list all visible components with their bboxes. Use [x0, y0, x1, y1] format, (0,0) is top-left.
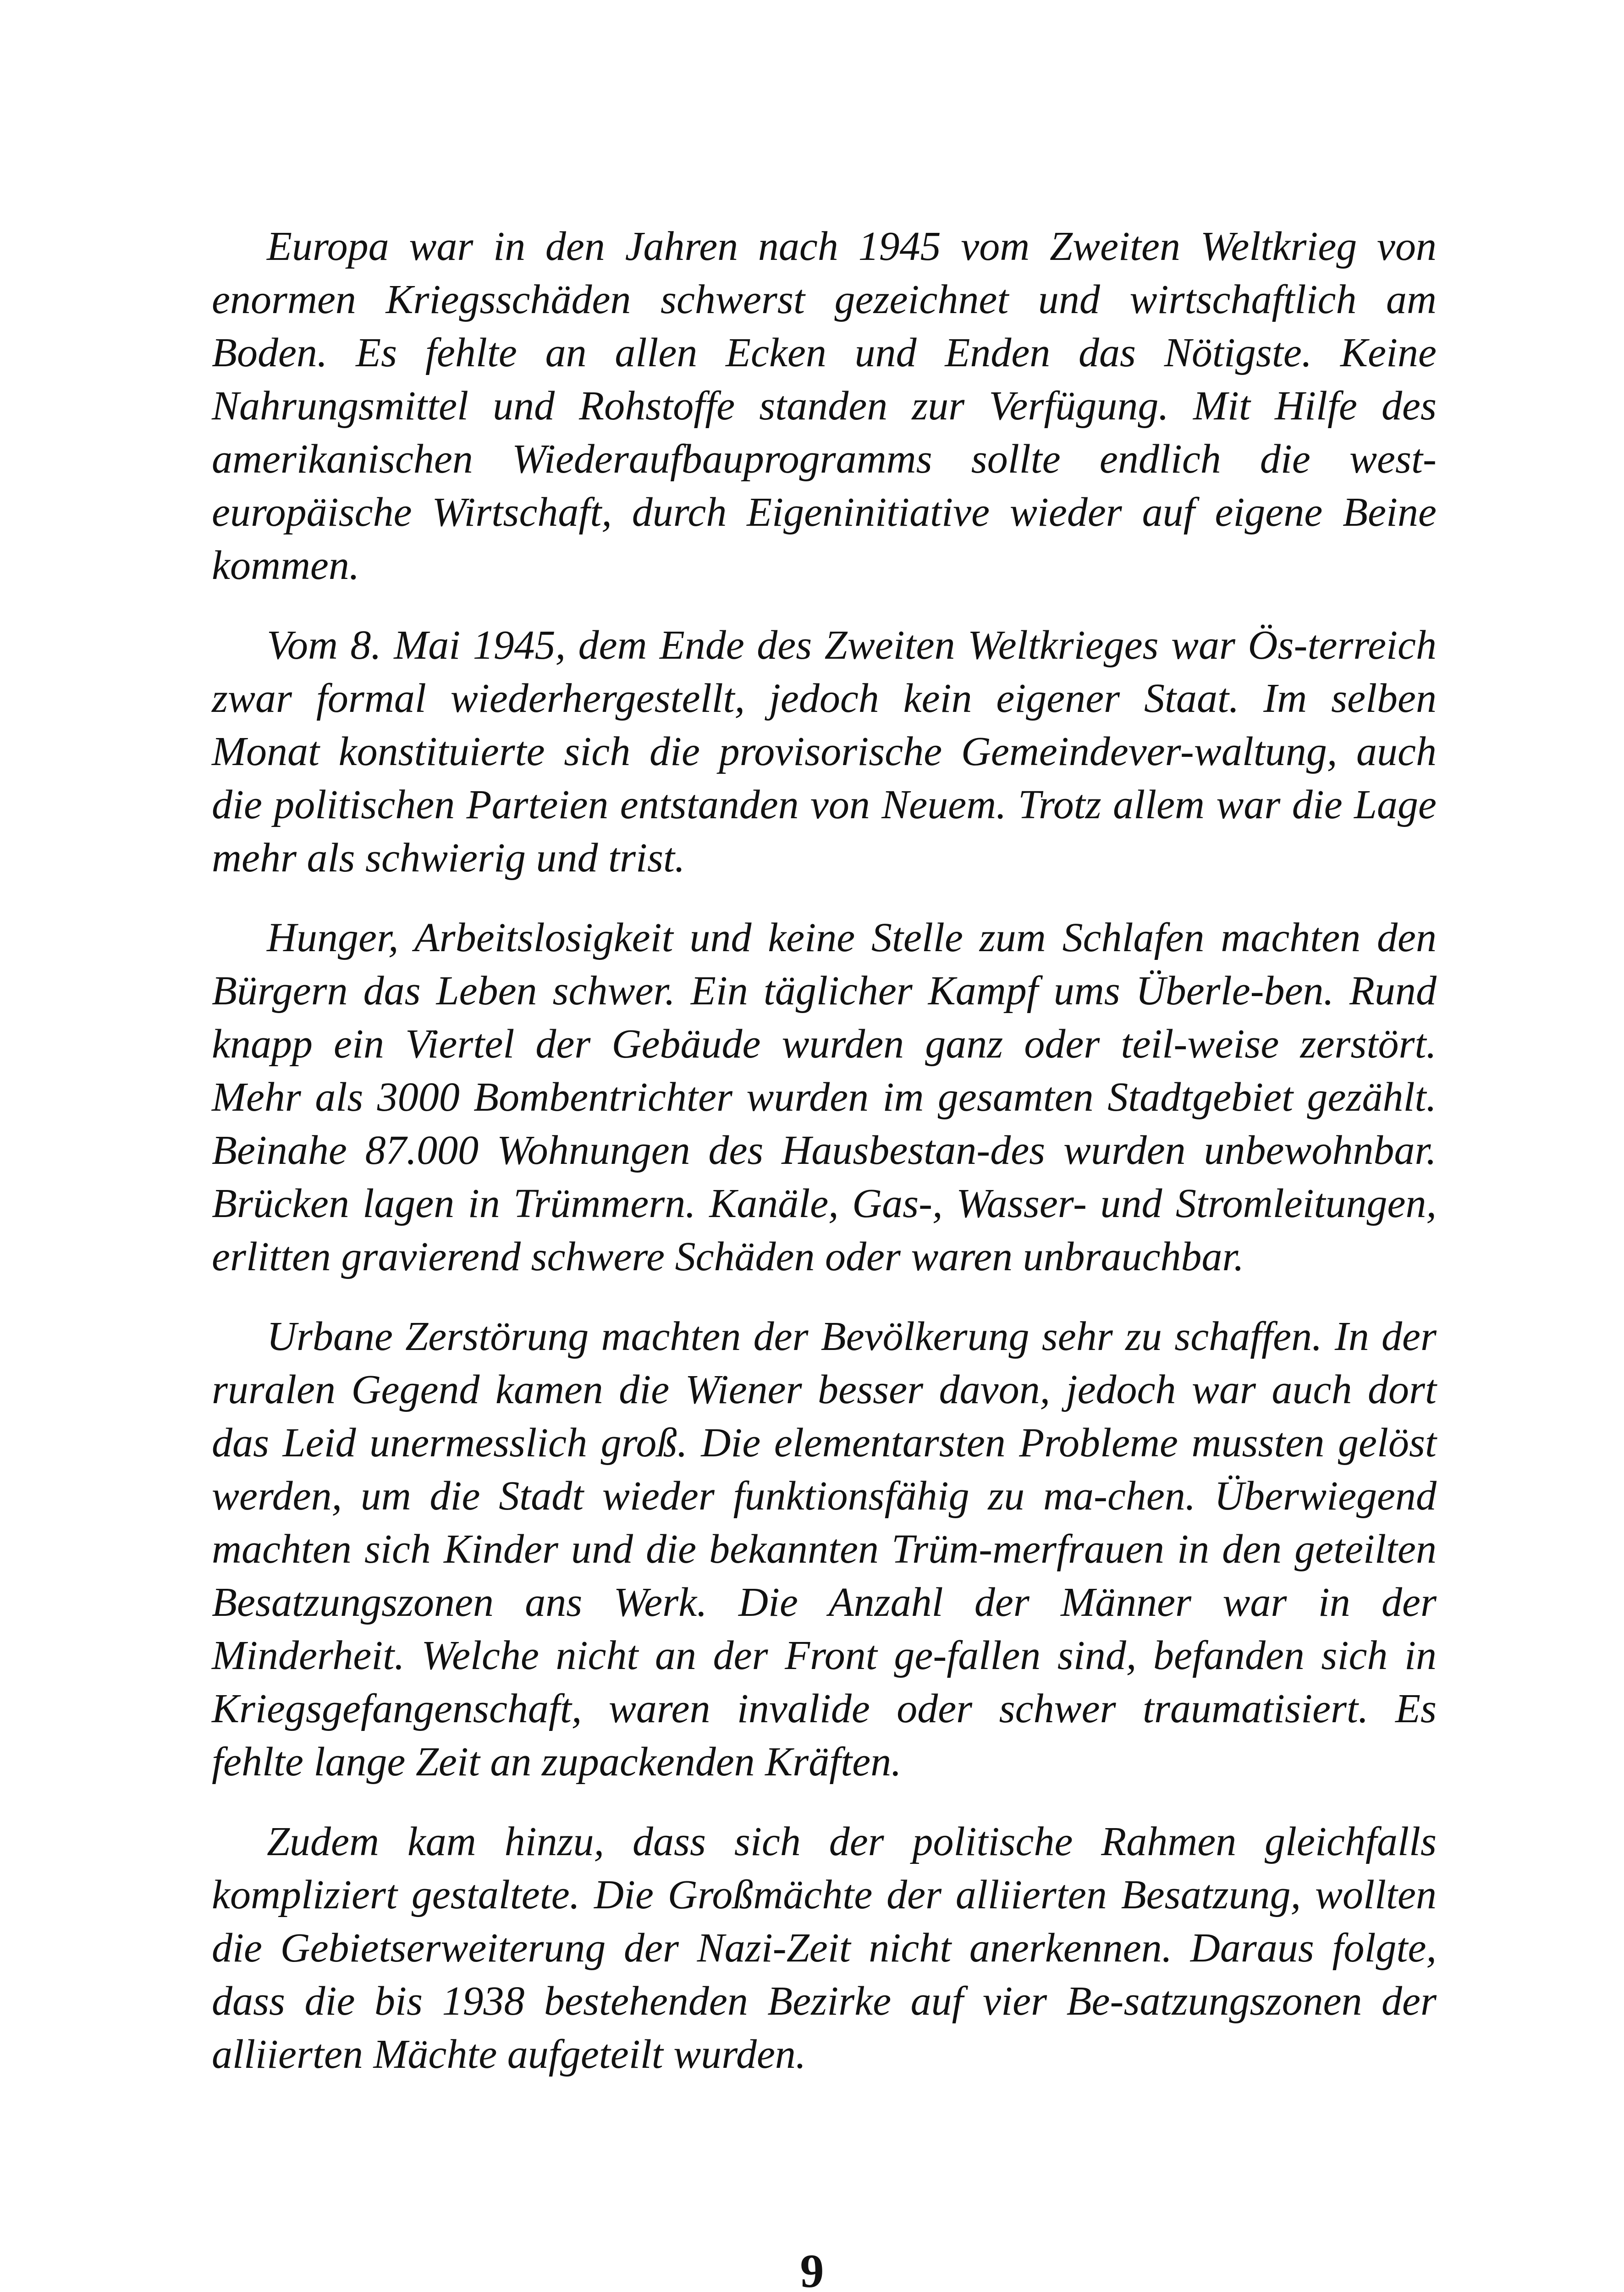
- page-number: 9: [800, 2245, 824, 2292]
- paragraph-5: Zudem kam hinzu, dass sich der politische Rahmen gleichfalls kompliziert gestaltete. Die Großmächte der alliierten Besatzung, wollten die Gebietserweiterung der Nazi-Zeit nicht anerkennen. Daraus folgte, dass die bis 1938 bestehenden Bezirke auf vier Be-satzungszonen der alliierten Mächte aufgeteilt wurden.: [212, 1819, 1437, 2077]
- paragraph-2: Vom 8. Mai 1945, dem Ende des Zweiten Weltkrieges war Ös-terreich zwar formal wiederhergestellt, jedoch kein eigener Staat. Im selben Monat konstituierte sich die provisorische Gemeindever-waltung, auch die politischen Parteien entstanden von Neuem. Trotz allem war die Lage mehr als schwierig und trist.: [212, 623, 1437, 881]
- paragraph-4: Urbane Zerstörung machten der Bevölkerung sehr zu schaffen. In der ruralen Gegend kamen die Wiener besser davon, jedoch war auch dort das Leid unermesslich groß. Die elementarsten Probleme mussten gelöst werden, um die Stadt wieder funktionsfähig zu ma-chen. Überwiegend machten sich Kinder und die bekannten Trüm-merfrauen in den geteilten Besatzungszonen ans Werk. Die Anzahl der Männer war in der Minderheit. Welche nicht an der Front ge-fallen sind, befanden sich in Kriegsgefangenschaft, waren invalide oder schwer traumatisiert. Es fehlte lange Zeit an zupackenden Kräften.: [212, 1314, 1437, 1785]
- paragraph-1: Europa war in den Jahren nach 1945 vom Zweiten Weltkrieg von enormen Kriegsschäden schwerst gezeichnet und wirtschaftlich am Boden. Es fehlte an allen Ecken und Enden das Nötigste. Keine Nahrungsmittel und Rohstoffe standen zur Verfügung. Mit Hilfe des amerikanischen Wiederaufbauprogramms sollte endlich die west-europäische Wirtschaft, durch Eigeninitiative wieder auf eigene Beine kommen.: [212, 224, 1437, 588]
- body-text: [212, 220, 1437, 2108]
- paragraph-3: Hunger, Arbeitslosigkeit und keine Stelle zum Schlafen machten den Bürgern das Leben schwer. Ein täglicher Kampf ums Überle-ben. Rund knapp ein Viertel der Gebäude wurden ganz oder teil-weise zerstört. Mehr als 3000 Bombentrichter wurden im gesamten Stadtgebiet gezählt. Beinahe 87.000 Wohnungen des Hausbestan-des wurden unbewohnbar. Brücken lagen in Trümmern. Kanäle, Gas-, Wasser- und Stromleitungen, erlitten gravierend schwere Schäden oder waren unbrauchbar.: [212, 915, 1437, 1279]
